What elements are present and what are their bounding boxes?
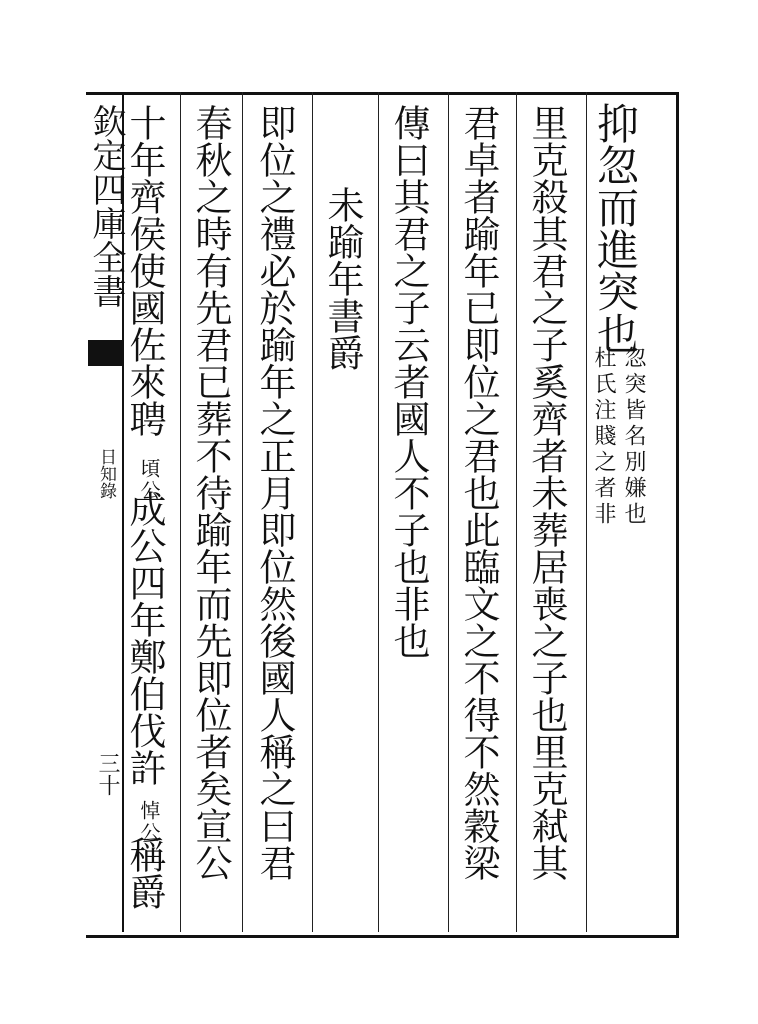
annotation-8a: 頃公 <box>137 458 161 502</box>
column-rule <box>242 92 243 932</box>
column-rule <box>378 92 379 932</box>
text-column-8a: 十年齊侯使國佐來聘 <box>123 104 166 437</box>
page-number: 三十 <box>95 752 120 796</box>
column-rule <box>180 92 181 932</box>
text-column-3: 君卓者踰年已即位之君也此臨文之不得不然穀梁 <box>457 104 500 881</box>
text-column-2: 里克殺其君之子奚齊者未葬居喪之子也里克弒其 <box>525 104 568 881</box>
annotation-8b: 悼公 <box>137 800 161 844</box>
text-column-8c: 稱爵 <box>123 836 166 910</box>
text-column-7: 春秋之時有先君已葬不待踰年而先即位者矣宣公 <box>189 104 232 881</box>
section-heading: 未踰年書爵 <box>321 186 364 371</box>
book-title: 日知錄 <box>96 448 116 499</box>
column-rule <box>312 92 313 932</box>
text-column-4: 傳曰其君之子云者國人不子也非也 <box>387 104 430 659</box>
column-rule <box>586 92 587 932</box>
column-rule <box>516 92 517 932</box>
text-column-8b: 成公四年鄭伯伐許 <box>123 490 166 786</box>
text-column-6: 即位之禮必於踰年之正月即位然後國人稱之曰君 <box>253 104 296 881</box>
annotation-1a: 忽突皆名別嫌也 <box>621 346 646 528</box>
text-column-1: 抑忽而進突也 <box>591 102 640 354</box>
annotation-1b: 杜氏注賤之者非 <box>591 346 616 528</box>
margin-block-mark <box>88 340 122 366</box>
book-series-title: 欽定四庫全書 <box>86 104 126 308</box>
column-rule <box>448 92 449 932</box>
